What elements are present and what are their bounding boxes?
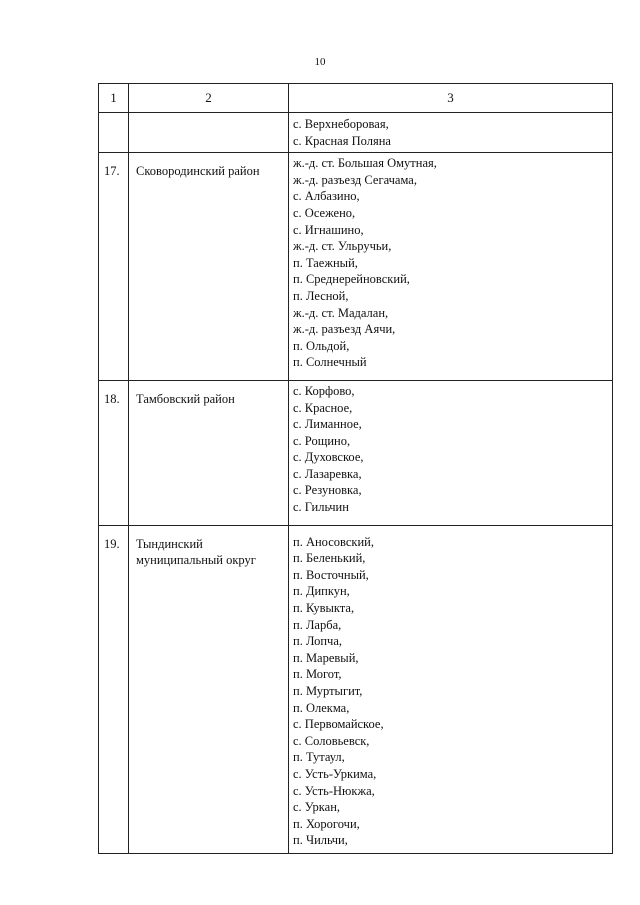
settlement-item: с. Усть-Нюкжа,	[293, 783, 375, 798]
settlement-item: ж.-д. ст. Большая Омутная,	[293, 156, 437, 171]
settlement-item: п. Восточный,	[293, 567, 369, 582]
settlement-item: п. Беленький,	[293, 551, 366, 566]
page-number: 10	[314, 56, 326, 68]
settlement-item: п. Тутаул,	[293, 750, 345, 765]
settlement-item: с. Резуновка,	[293, 483, 362, 498]
settlement-item: п. Лопча,	[293, 634, 343, 649]
settlement-item: п. Олекма,	[293, 700, 350, 715]
settlement-item: ж.-д. разъезд Аячи,	[293, 322, 396, 337]
settlement-item: п. Чильчи,	[293, 833, 348, 848]
row-number: 19.	[99, 525, 129, 853]
settlement-item: п. Хорогочи,	[293, 816, 360, 831]
settlement-item: п. Муртыгит,	[293, 684, 363, 698]
settlement-item: п. Дипкун,	[293, 584, 350, 599]
settlement-item: п. Ольдой,	[293, 338, 350, 353]
table-row-continuation	[99, 113, 613, 153]
column-header-number: 1	[99, 84, 129, 113]
settlement-item: с. Осежено,	[293, 205, 356, 220]
settlement-item: с. Гильчин	[293, 500, 349, 515]
row-number	[99, 113, 129, 153]
settlement-item: ж.-д. ст. Мадалан,	[293, 305, 389, 320]
settlement-item: с. Рощино,	[293, 433, 351, 448]
row-number: 17.	[99, 153, 129, 381]
settlement-item: с. Духовское,	[293, 450, 364, 465]
settlement-item: п. Кувыкта,	[293, 601, 355, 616]
settlement-list	[289, 525, 613, 853]
district-name: Сковородинский район	[129, 153, 289, 381]
settlement-item: п. Лесной,	[293, 288, 349, 303]
district-name: Тамбовский район	[129, 380, 289, 525]
settlement-item: с. Уркан,	[293, 800, 341, 815]
settlement-item: п. Могот,	[293, 667, 342, 682]
column-header-district: 2	[129, 84, 289, 113]
settlement-item: ж.-д. ст. Ульручьи,	[293, 239, 392, 254]
settlement-item: п. Аносовский,	[293, 534, 374, 549]
settlement-item: ж.-д. разъезд Сегачама,	[293, 172, 417, 187]
settlement-item: с. Игнашино,	[293, 222, 364, 237]
settlement-item: с. Соловьевск,	[293, 733, 370, 748]
settlement-item: с. Первомайское,	[293, 717, 384, 732]
settlement-item: п. Маревый,	[293, 650, 359, 665]
settlement-item: с. Верхнеборовая,	[293, 117, 389, 131]
settlement-item: с. Лазаревка,	[293, 466, 362, 481]
column-header-settlements: 3	[289, 84, 613, 113]
settlements-table	[98, 83, 613, 854]
settlement-item: с. Усть-Уркима,	[293, 766, 377, 781]
settlement-item: с. Лиманное,	[293, 417, 362, 432]
settlement-list	[289, 380, 613, 525]
settlement-item: с. Корфово,	[293, 383, 355, 398]
row-number: 18.	[99, 380, 129, 525]
table-row	[99, 153, 613, 381]
table-row	[99, 525, 613, 853]
district-name: Тындинский муниципальный округ	[129, 525, 289, 853]
table-row	[99, 380, 613, 525]
settlement-list	[289, 153, 613, 381]
settlement-item: с. Красная Поляна	[293, 133, 391, 148]
settlement-item: п. Среднерейновский,	[293, 272, 410, 287]
settlement-item: п. Солнечный	[293, 355, 367, 370]
district-name	[129, 113, 289, 153]
table-header-row	[99, 84, 613, 113]
settlement-item: с. Красное,	[293, 400, 353, 415]
settlement-list	[289, 113, 613, 153]
settlement-item: с. Албазино,	[293, 189, 360, 204]
settlement-item: п. Таежный,	[293, 255, 358, 270]
settlement-item: п. Ларба,	[293, 617, 342, 632]
